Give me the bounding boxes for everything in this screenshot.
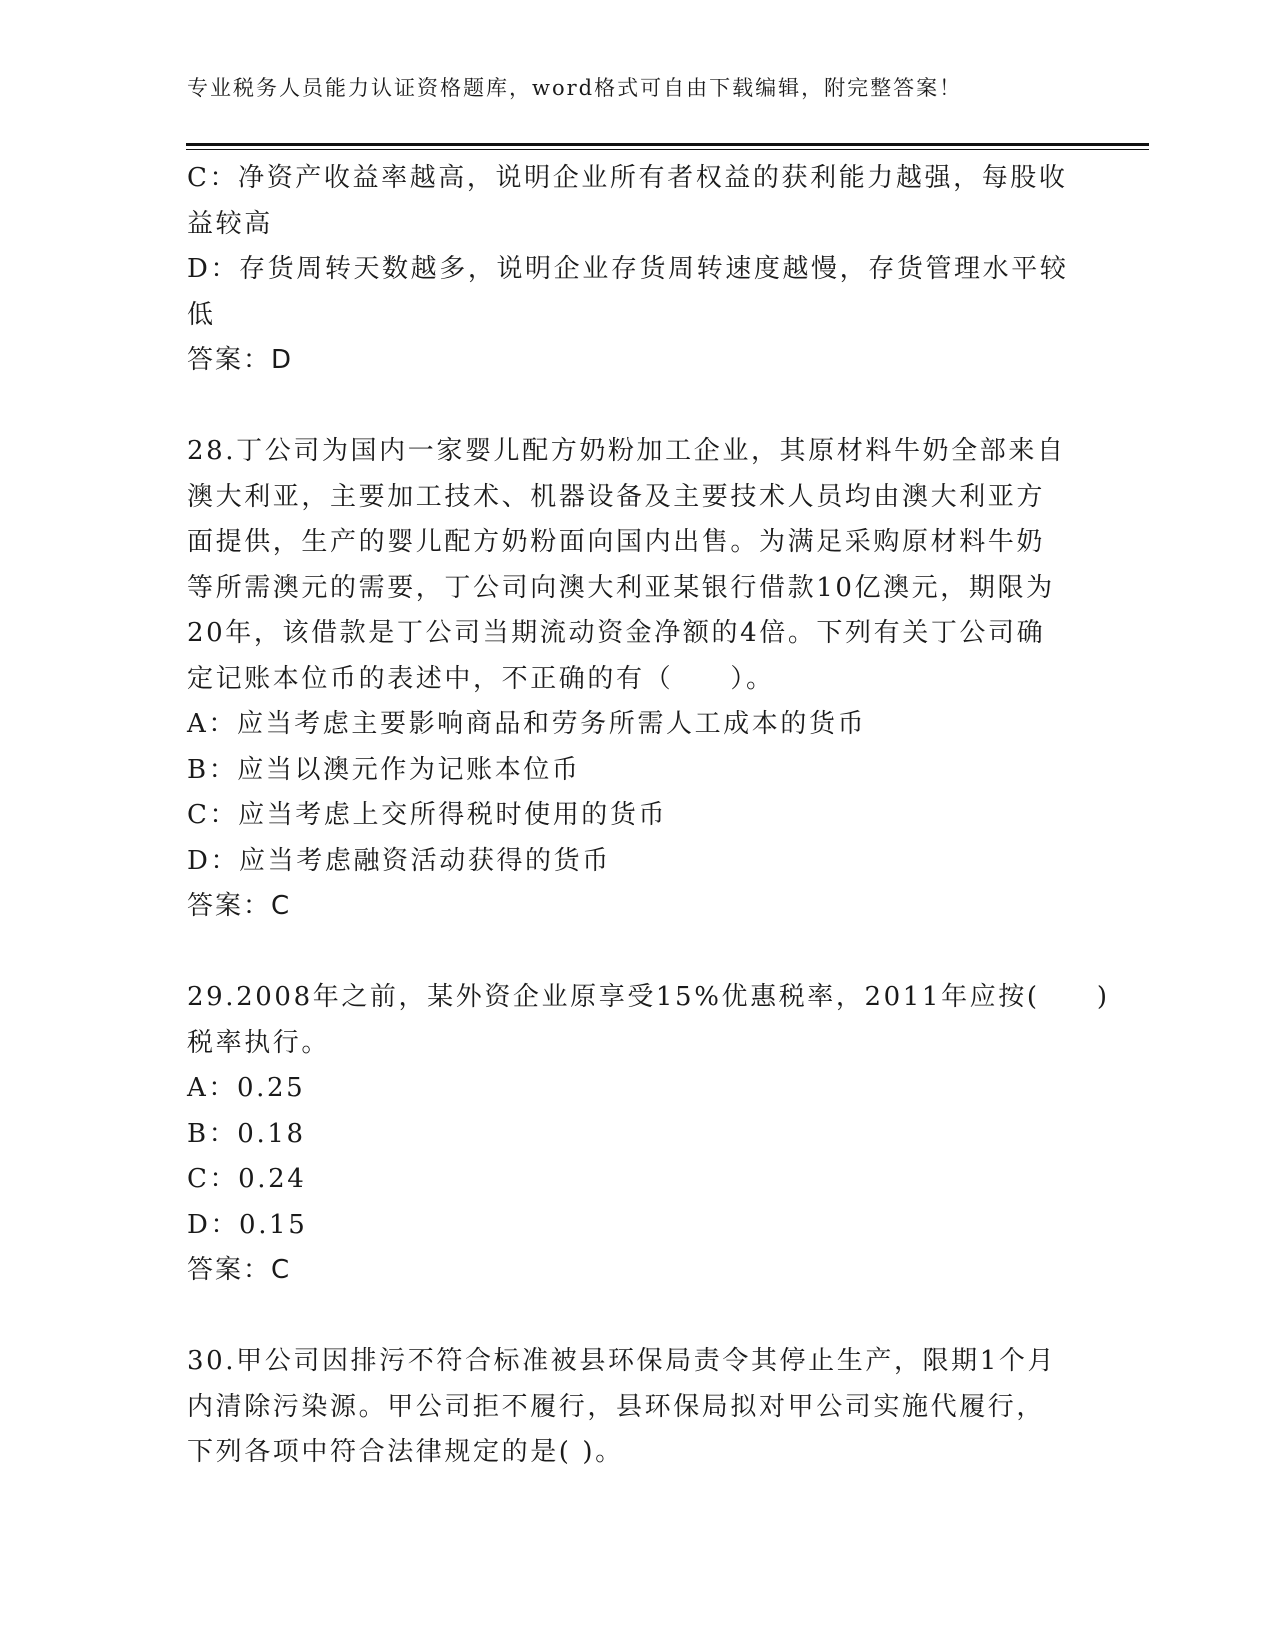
text-line: A：0.25 — [187, 1073, 306, 1103]
text-line: C：应当考虑上交所得税时使用的货币 — [187, 800, 668, 830]
text-line: D：0.15 — [187, 1209, 308, 1240]
page-header: 专业税务人员能力认证资格题库，word格式可自由下载编辑，附完整答案！ — [187, 76, 963, 100]
text-line: 税率执行。 — [187, 1027, 331, 1058]
text-line: D：存货周转天数越多，说明企业存货周转速度越慢，存货管理水平较 — [187, 254, 1069, 284]
answer-line: 答案：D — [187, 345, 294, 375]
text-line: D：应当考虑融资活动获得的货币 — [187, 845, 611, 876]
text-line: 等所需澳元的需要，丁公司向澳大利亚某银行借款10亿澳元，期限为 — [187, 572, 1055, 603]
text-line: 澳大利亚，主要加工技术、机器设备及主要技术人员均由澳大利亚方 — [187, 481, 1046, 512]
text-line: 29.2008年之前，某外资企业原享受15%优惠税率，2011年应按( ) — [187, 982, 1110, 1012]
text-line: 30.甲公司因排污不符合标准被县环保局责令其停止生产，限期1个月 — [187, 1346, 1057, 1376]
text-line: 益较高 — [187, 208, 273, 239]
question-content — [187, 156, 1110, 1476]
text-line: 定记账本位币的表述中，不正确的有（ ）。 — [187, 663, 775, 694]
answer-line: 答案：C — [187, 1255, 292, 1285]
text-line: 面提供，生产的婴儿配方奶粉面向国内出售。为满足采购原材料牛奶 — [187, 527, 1046, 557]
text-line: B：应当以澳元作为记账本位币 — [187, 754, 581, 785]
text-line: 内清除污染源。甲公司拒不履行，县环保局拟对甲公司实施代履行， — [187, 1391, 1046, 1422]
header-rule-thick — [186, 143, 1149, 146]
text-line: 下列各项中符合法律规定的是( )。 — [187, 1437, 624, 1467]
text-line: 20年，该借款是丁公司当期流动资金净额的4倍。下列有关丁公司确 — [187, 618, 1046, 648]
text-line: A：应当考虑主要影响商品和劳务所需人工成本的货币 — [187, 709, 867, 739]
paragraph-gap — [187, 384, 1087, 430]
answer-line: 答案：C — [187, 891, 292, 921]
paragraph-gap — [187, 930, 1087, 976]
text-line: C：净资产收益率越高，说明企业所有者权益的获利能力越强，每股收 — [187, 163, 1068, 193]
text-line: B：0.18 — [187, 1118, 306, 1149]
text-line: 低 — [187, 299, 216, 330]
text-line: C：0.24 — [187, 1164, 307, 1194]
paragraph-gap — [187, 1294, 1087, 1340]
text-line: 28.丁公司为国内一家婴儿配方奶粉加工企业，其原材料牛奶全部来自 — [187, 436, 1066, 466]
header-rule-thin — [186, 149, 1149, 150]
